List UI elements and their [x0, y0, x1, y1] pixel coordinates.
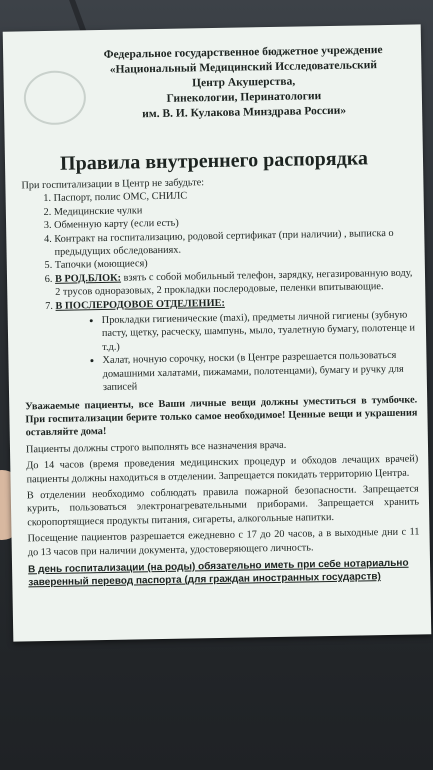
logo-emblem [23, 70, 86, 125]
document-title: Правила внутреннего распорядка [59, 147, 369, 175]
document-sheet [3, 24, 432, 641]
list-item: 4. Контракт на госпитализацию, родовой сертификат (при наличии) , выписка о предыдущих обследованиях. [54, 226, 414, 259]
header-line: Федеральное государственное бюджетное учреждение [103, 44, 383, 61]
bold-notice: Уважаемые пациенты, все Ваши личные вещи должны уместиться в тумбочке. При госпитализации берите только самое необходимое! Ценные вещи и украшения оставляйте дома! [25, 394, 418, 439]
sub-list-item: • Халат, ночную сорочку, носки (в Центре разрешается пользоваться домашними халатами, пижамами, полотенцами), бумагу и ручку для записей [102, 349, 417, 395]
list-item: 3. Обменную карту (если есть) [54, 213, 414, 233]
list-item: 5. Тапочки (моющиеся) [55, 253, 415, 273]
list-item: 1. Паспорт, полис ОМС, СНИЛС [54, 186, 414, 206]
document-body [21, 173, 420, 591]
list-item-label: В ПОСЛЕРОДОВОЕ ОТДЕЛЕНИЕ: [55, 297, 225, 312]
final-note: В день госпитализации (на роды) обязательно иметь при себе нотариально заверенный перевод паспорта (для граждан иностранных государств) [28, 557, 409, 589]
intro-text: При госпитализации в Центр не забудьте: [21, 177, 205, 192]
header-line: им. В. И. Кулакова Минздрава России» [142, 104, 347, 121]
sub-list [56, 309, 417, 396]
institution-header [83, 43, 404, 124]
list-item [55, 293, 417, 395]
rule-paragraph: Пациенты должны строго выполнять все назначения врача. [25, 439, 287, 456]
sub-list-item: • Прокладки гигиенические (maxi), предметы личной гигиены (зубную пасту, щетку, расческу, шампунь, мыло, туалетную бумагу, полотенце и т.д.) [102, 309, 417, 355]
rule-paragraph: До 14 часов (время проведения медицинских процедур и обходов лечащих врачей) пациенты должны находиться в отделении. Запрещается покидать территорию Центра. [26, 453, 419, 485]
list-item-text: взять с собой мобильный телефон, зарядку, негазированную воду, 2 трусов одноразовых, 2 прокладки послеродовые, пеленки впитывающие. [55, 267, 413, 299]
checklist [22, 186, 417, 396]
list-item-label: В РОД.БЛОК: [54, 272, 122, 285]
rule-paragraph: Посещение пациентов разрешается ежедневно с 17 до 20 часов, а в выходные дни с 11 до 13 часов при наличии документа, удостоверяющего личность. [27, 526, 420, 558]
header-line: «Национальный Медицинский Исследовательский [109, 59, 378, 76]
rule-paragraph: В отделении необходимо соблюдать правила пожарной безопасности. Запрещается курить, пользоваться электронагревательными приборами. Запрещается хранить скоропортящиеся продукты питания, сигареты, алкогольные напитки. [26, 483, 420, 529]
list-item: 2. Медицинские чулки [54, 199, 414, 219]
header-line: Гинекологии, Перинатологии [166, 90, 322, 105]
header-line: Центр Акушерства, [192, 75, 296, 90]
